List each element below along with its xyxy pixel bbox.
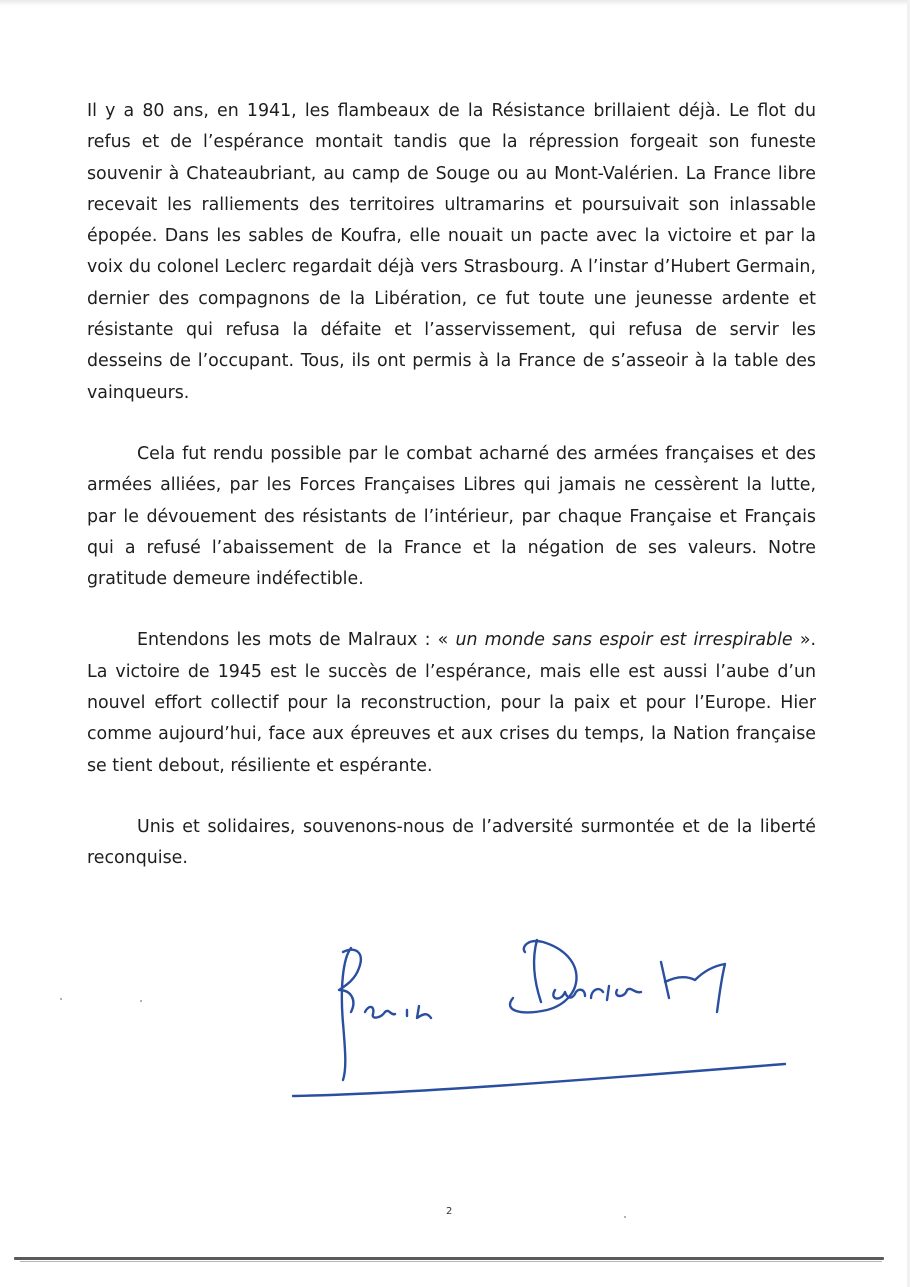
scan-top-edge (0, 0, 910, 6)
bottom-rule (14, 1257, 884, 1260)
signature-stroke-first-name (365, 1006, 431, 1018)
signature-strokes (293, 940, 785, 1096)
signature-stroke-initial (339, 948, 361, 1080)
malraux-quote: un monde sans espoir est irrespirable (455, 630, 793, 651)
letter-body (87, 96, 816, 905)
paragraph-3-rest: ». La victoire de 1945 est le succès de l’espérance, mais elle est aussi l’aube d’un nouvel effort collectif pour la reconstruction, pour la paix et pour l’Europe. Hier comme aujourd’hui, face aux épreuves et aux crises du temps, la Nation française se tient debout, résiliente et espérante. (87, 630, 816, 776)
scan-speck (60, 998, 62, 1000)
scan-speck (624, 1216, 626, 1218)
page-number: 2 (446, 1206, 453, 1217)
paragraph-2: Cela fut rendu possible par le combat acharné des armées françaises et des armées alliées, par les Forces Françaises Libres qui jamais ne cessèrent la lutte, par le dévouement des résistants de l’intérieur, par chaque Française et Français qui a refusé l’abaissement de la France et la négation de ses valeurs. Notre gratitude demeure indéfectible. (87, 443, 816, 590)
signature-stroke-flourish (661, 962, 725, 1012)
signature-stroke-surname-d (510, 940, 576, 1012)
handwritten-signature (285, 928, 795, 1108)
scan-speck (140, 1000, 142, 1002)
paragraph-1: Il y a 80 ans, en 1941, les flambeaux de la Résistance brillaient déjà. Le flot du refus et de l’espérance montait tandis que la répression forgeait son funeste souvenir à Chateaubriant, au camp de Souge ou au Mont-Valérien. La France libre recevait les ralliements des territoires ultramarins et poursuivait son inlassable épopée. Dans les sables de Koufra, elle nouait un pacte avec la victoire et par la voix du colonel Leclerc regardait déjà vers Strasbourg. A l’instar d’Hubert Germain, dernier des compagnons de la Libération, ce fut toute une jeunesse ardente et résistante qui refusa la défaite et l’asservissement, qui refusa de servir les desseins de l’occupant. Tous, ils ont permis à la France de s’asseoir à la table des vainqueurs. (87, 101, 816, 403)
paragraph-3-intro: Entendons les mots de Malraux : « (137, 630, 456, 651)
bottom-rule-shadow (20, 1261, 882, 1262)
signature-stroke-surname-letters (553, 986, 641, 1000)
paragraph-3 (87, 625, 816, 781)
paragraph-4: Unis et solidaires, souvenons-nous de l’adversité surmontée et de la liberté reconquise. (87, 816, 816, 869)
signature-underline (293, 1064, 785, 1096)
